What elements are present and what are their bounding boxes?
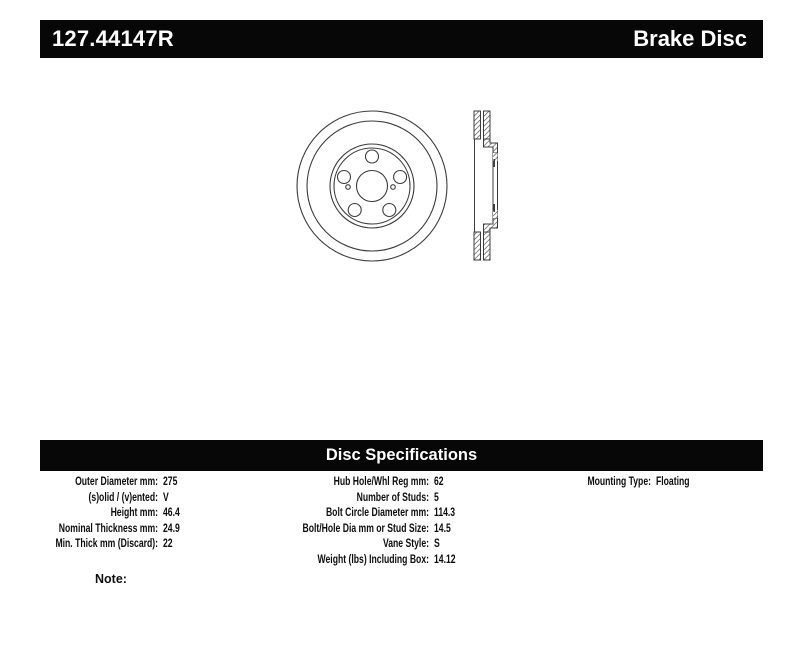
spec-label: (s)olid / (v)ented: bbox=[88, 491, 158, 504]
spec-row bbox=[219, 522, 463, 538]
spec-label: Number of Studs: bbox=[356, 491, 429, 504]
spec-value: 22 bbox=[163, 538, 173, 550]
brake-disc-cross-section-view bbox=[462, 103, 504, 265]
spec-row bbox=[219, 553, 463, 569]
hub-flange-outer-circle bbox=[330, 144, 414, 228]
hat-step-section bbox=[484, 139, 498, 153]
spec-row bbox=[0, 522, 185, 538]
stud-hole bbox=[366, 150, 379, 163]
spec-label: Hub Hole/Whl Reg mm: bbox=[333, 476, 429, 488]
spec-value: Floating bbox=[656, 476, 690, 488]
spec-row bbox=[0, 506, 185, 522]
spec-column-dimensions bbox=[0, 475, 185, 553]
spec-label: Min. Thick mm (Discard): bbox=[55, 538, 158, 550]
stud-hole bbox=[383, 204, 396, 217]
spec-column-hub bbox=[219, 475, 463, 568]
product-type-title: Brake Disc bbox=[633, 26, 747, 51]
balance-hole bbox=[346, 185, 351, 190]
spec-row bbox=[219, 491, 463, 507]
spec-value: 14.5 bbox=[434, 522, 451, 535]
stud-hole bbox=[348, 204, 361, 217]
spec-label: Mounting Type: bbox=[587, 476, 651, 488]
spec-value: 275 bbox=[163, 476, 178, 488]
friction-ring-section bbox=[474, 111, 481, 139]
header-bar bbox=[40, 20, 763, 58]
spec-value: 114.3 bbox=[434, 507, 456, 519]
spec-label: Nominal Thickness mm: bbox=[58, 522, 158, 535]
brake-disc-front-view bbox=[285, 99, 460, 274]
stud-hole-section bbox=[493, 204, 495, 212]
spec-row bbox=[219, 506, 463, 522]
note-label: Note: bbox=[95, 572, 127, 586]
spec-value: 14.12 bbox=[434, 553, 456, 566]
part-number: 127.44147R bbox=[52, 26, 174, 51]
spec-row bbox=[219, 475, 463, 491]
stud-hole bbox=[394, 171, 407, 184]
balance-hole bbox=[391, 185, 396, 190]
spec-section-title: Disc Specifications bbox=[325, 446, 478, 464]
spec-value: S bbox=[434, 538, 440, 550]
spec-row bbox=[0, 537, 185, 553]
friction-ring-section bbox=[474, 232, 481, 260]
spec-value: 24.9 bbox=[163, 522, 180, 535]
spec-label: Outer Diameter mm: bbox=[75, 476, 158, 488]
friction-surface-inner-circle bbox=[307, 121, 437, 251]
spec-row bbox=[0, 491, 185, 507]
friction-ring-section bbox=[484, 232, 491, 260]
hat-step-section bbox=[484, 218, 498, 232]
spec-label: Height mm: bbox=[110, 507, 158, 519]
spec-row bbox=[219, 537, 463, 553]
spec-label: Bolt/Hole Dia mm or Stud Size: bbox=[302, 522, 429, 535]
spec-row bbox=[0, 475, 185, 491]
spec-value: 62 bbox=[434, 476, 444, 488]
spec-label: Vane Style: bbox=[382, 538, 429, 550]
spec-row bbox=[541, 475, 701, 491]
spec-value: V bbox=[163, 491, 169, 504]
spec-value: 5 bbox=[434, 491, 439, 504]
friction-ring-section bbox=[484, 111, 491, 139]
spec-section-bar bbox=[40, 440, 763, 471]
spec-label: Bolt Circle Diameter mm: bbox=[325, 507, 429, 519]
spec-value: 46.4 bbox=[163, 507, 180, 519]
stud-hole bbox=[338, 171, 351, 184]
disc-outer-circle bbox=[297, 111, 447, 261]
spec-column-mounting bbox=[541, 475, 701, 491]
center-bore bbox=[357, 171, 388, 202]
stud-hole-section bbox=[493, 159, 495, 167]
spec-label: Weight (lbs) Including Box: bbox=[317, 553, 429, 566]
